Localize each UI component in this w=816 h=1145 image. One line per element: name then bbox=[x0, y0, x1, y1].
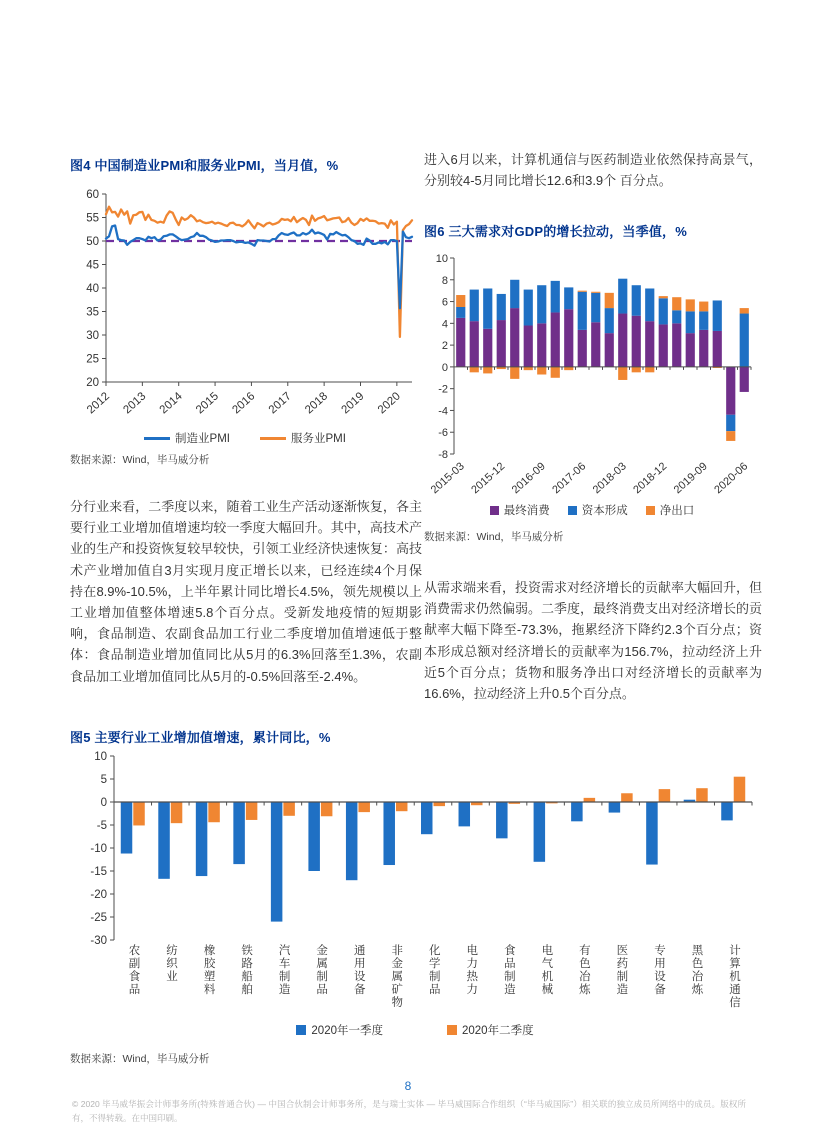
figure5-chart bbox=[70, 751, 760, 947]
svg-text:-30: -30 bbox=[90, 935, 107, 947]
category-label: 有色冶炼 bbox=[577, 944, 590, 996]
category-cell bbox=[227, 944, 265, 1030]
svg-text:-20: -20 bbox=[90, 889, 107, 901]
svg-text:-4: -4 bbox=[438, 405, 448, 418]
svg-text:2014: 2014 bbox=[157, 390, 185, 417]
svg-text:-10: -10 bbox=[90, 843, 107, 855]
consumption-swatch bbox=[490, 506, 499, 515]
category-cell bbox=[639, 944, 677, 1030]
svg-text:4: 4 bbox=[441, 318, 448, 331]
svg-text:2018-03: 2018-03 bbox=[590, 460, 629, 497]
category-label: 医药制造 bbox=[615, 944, 628, 996]
category-label: 食品制造 bbox=[502, 944, 515, 996]
legend-item-services-pmi bbox=[260, 430, 346, 446]
svg-text:-25: -25 bbox=[90, 912, 107, 924]
svg-text:60: 60 bbox=[86, 189, 99, 201]
figure5-title: 图5 主要行业工业增加值增速，累计同比，% bbox=[70, 730, 331, 745]
svg-text:2018-12: 2018-12 bbox=[631, 460, 670, 497]
category-cell bbox=[527, 944, 565, 1030]
svg-text:2019: 2019 bbox=[339, 390, 367, 417]
category-cell bbox=[302, 944, 340, 1030]
category-cell bbox=[152, 944, 190, 1030]
legend-item-q1-2020 bbox=[296, 1022, 383, 1038]
figure6-chart bbox=[424, 250, 759, 500]
svg-text:2019-09: 2019-09 bbox=[671, 460, 710, 497]
category-cell bbox=[377, 944, 415, 1030]
category-cell bbox=[715, 944, 753, 1030]
category-label: 化学制品 bbox=[427, 944, 440, 996]
figure5-category-labels bbox=[114, 944, 752, 1030]
svg-text:2016: 2016 bbox=[230, 390, 258, 417]
svg-text:6: 6 bbox=[441, 296, 448, 309]
legend-item-manufacturing-pmi bbox=[144, 430, 230, 446]
category-cell bbox=[189, 944, 227, 1030]
category-label: 黑色冶炼 bbox=[690, 944, 703, 996]
svg-text:-6: -6 bbox=[438, 427, 448, 440]
category-label: 非金属矿物 bbox=[390, 944, 403, 1009]
q1-2020-swatch bbox=[296, 1025, 306, 1035]
svg-text:2020: 2020 bbox=[375, 390, 403, 417]
legend-label: 2020年一季度 bbox=[311, 1025, 383, 1037]
svg-text:50: 50 bbox=[86, 236, 99, 248]
svg-text:2017: 2017 bbox=[266, 390, 294, 417]
q2-2020-swatch bbox=[447, 1025, 457, 1035]
legend-label: 制造业PMI bbox=[175, 433, 230, 445]
svg-text:-15: -15 bbox=[90, 866, 107, 878]
figure5-source: 数据来源：Wind，毕马威分析 bbox=[70, 1053, 210, 1065]
manufacturing-pmi-swatch bbox=[144, 437, 170, 440]
category-label: 金属制品 bbox=[315, 944, 328, 996]
svg-text:2015: 2015 bbox=[194, 390, 222, 417]
category-label: 橡胶塑料 bbox=[202, 944, 215, 996]
svg-text:2: 2 bbox=[441, 340, 448, 353]
legend-label: 服务业PMI bbox=[291, 433, 346, 445]
svg-text:35: 35 bbox=[86, 306, 99, 319]
svg-text:40: 40 bbox=[86, 283, 99, 295]
figure4-chart bbox=[70, 186, 420, 428]
legend-label: 2020年二季度 bbox=[462, 1025, 534, 1037]
legend-item-capital-formation bbox=[568, 502, 628, 518]
svg-text:-2: -2 bbox=[438, 383, 448, 396]
svg-text:10: 10 bbox=[435, 253, 448, 265]
category-label: 农副食品 bbox=[127, 944, 140, 996]
svg-text:25: 25 bbox=[86, 353, 99, 366]
legend-label: 最终消费 bbox=[503, 505, 550, 517]
legend-label: 净出口 bbox=[659, 505, 695, 517]
category-cell bbox=[264, 944, 302, 1030]
legend-label: 资本形成 bbox=[581, 505, 628, 517]
figure6-title: 图6 三大需求对GDP的增长拉动，当季值，% bbox=[424, 224, 687, 239]
svg-text:5: 5 bbox=[100, 774, 107, 786]
svg-text:45: 45 bbox=[86, 259, 99, 272]
svg-text:8: 8 bbox=[441, 274, 448, 287]
category-cell bbox=[677, 944, 715, 1030]
capital-formation-swatch bbox=[568, 506, 577, 515]
svg-text:2017-06: 2017-06 bbox=[550, 460, 589, 497]
svg-text:0: 0 bbox=[441, 361, 448, 374]
legend-item-consumption bbox=[490, 502, 550, 518]
legend-item-q2-2020 bbox=[447, 1022, 534, 1038]
category-cell bbox=[489, 944, 527, 1030]
paragraph-demand-analysis: 从需求端来看，投资需求对经济增长的贡献率大幅回升，但消费需求仍然偏弱。二季度，最终消费支出对经济增长的贡献率大幅下降至-73.3%，拖累经济下降约2.3个百分点；资本形成总额对经济增长的贡献率为156.7%，拉动经济上升近5个百分点；货物和服务净出口对经济增长的贡献率为16.6%，拉动经济上升0.5个百分点。 bbox=[424, 580, 763, 701]
svg-text:2012: 2012 bbox=[84, 390, 113, 417]
figure6-legend bbox=[424, 502, 760, 518]
svg-text:2018: 2018 bbox=[303, 390, 331, 417]
svg-text:30: 30 bbox=[86, 330, 99, 342]
paragraph-industry-analysis: 分行业来看，二季度以来，随着工业生产活动逐渐恢复，各主要行业工业增加值增速均较一季度大幅回升。其中，高技术产业的生产和投资恢复较早较快，引领工业经济快速恢复：高技术产业增加值自3月实现月度正增长以来，已经连续4个月保持在8.9%-10.5%，上半年累计同比增长4.5%，领先规模以上工业增加值整体增速5.8个百分点。受新发地疫情的短期影响，食品制造、农副食品加工行业二季度增加值增速低于整体：食品制造业增加值同比从5月的6.3%回落至1.3%，农副食品加工业增加值同比从5月的-0.5%回落至-2.4%。 bbox=[70, 499, 422, 684]
svg-text:0: 0 bbox=[100, 797, 107, 809]
category-label: 通用设备 bbox=[352, 944, 365, 996]
services-pmi-swatch bbox=[260, 437, 286, 440]
legend-item-net-exports bbox=[646, 502, 695, 518]
paragraph-computer-medicine: 进入6月以来，计算机通信与医药制造业依然保持高景气，分别较4-5月同比增长12.6和3.9个 百分点。 bbox=[424, 152, 762, 189]
category-label: 专用设备 bbox=[652, 944, 665, 996]
category-cell bbox=[339, 944, 377, 1030]
category-label: 铁路船舶 bbox=[240, 944, 253, 996]
svg-text:2020-06: 2020-06 bbox=[712, 460, 751, 497]
svg-text:2015-12: 2015-12 bbox=[469, 460, 508, 497]
category-cell bbox=[114, 944, 152, 1030]
svg-text:2016-09: 2016-09 bbox=[509, 460, 548, 497]
figure4-legend bbox=[70, 430, 420, 446]
page-number: 8 bbox=[404, 1079, 412, 1093]
category-label: 电气机械 bbox=[540, 944, 553, 996]
svg-text:20: 20 bbox=[86, 377, 99, 389]
svg-text:2013: 2013 bbox=[121, 390, 149, 417]
figure6-source: 数据来源：Wind，毕马威分析 bbox=[424, 531, 564, 543]
svg-text:-8: -8 bbox=[438, 449, 448, 461]
category-cell bbox=[602, 944, 640, 1030]
category-label: 计算机通信 bbox=[728, 944, 741, 1009]
category-cell bbox=[414, 944, 452, 1030]
net-exports-swatch bbox=[646, 506, 655, 515]
figure4-source: 数据来源：Wind，毕马威分析 bbox=[70, 454, 210, 466]
figure5-legend bbox=[70, 1022, 760, 1038]
figure4-title: 图4 中国制造业PMI和服务业PMI，当月值，% bbox=[70, 158, 339, 173]
category-label: 电力热力 bbox=[465, 944, 478, 996]
svg-text:55: 55 bbox=[86, 212, 99, 225]
category-cell bbox=[564, 944, 602, 1030]
svg-text:-5: -5 bbox=[96, 820, 107, 832]
svg-text:2015-03: 2015-03 bbox=[428, 460, 467, 497]
category-cell bbox=[452, 944, 490, 1030]
category-label: 纺织业 bbox=[165, 944, 178, 983]
category-label: 汽车制造 bbox=[277, 944, 290, 996]
copyright-notice: © 2020 毕马威华振会计师事务所(特殊普通合伙) — 中国合伙制会计师事务所，是与瑞士实体 — 毕马威国际合作组织（“毕马威国际”）相关联的独立成员所网络中的成员。版权所有，不得转载。在中国印刷。 bbox=[72, 1099, 746, 1123]
svg-text:10: 10 bbox=[94, 751, 107, 763]
